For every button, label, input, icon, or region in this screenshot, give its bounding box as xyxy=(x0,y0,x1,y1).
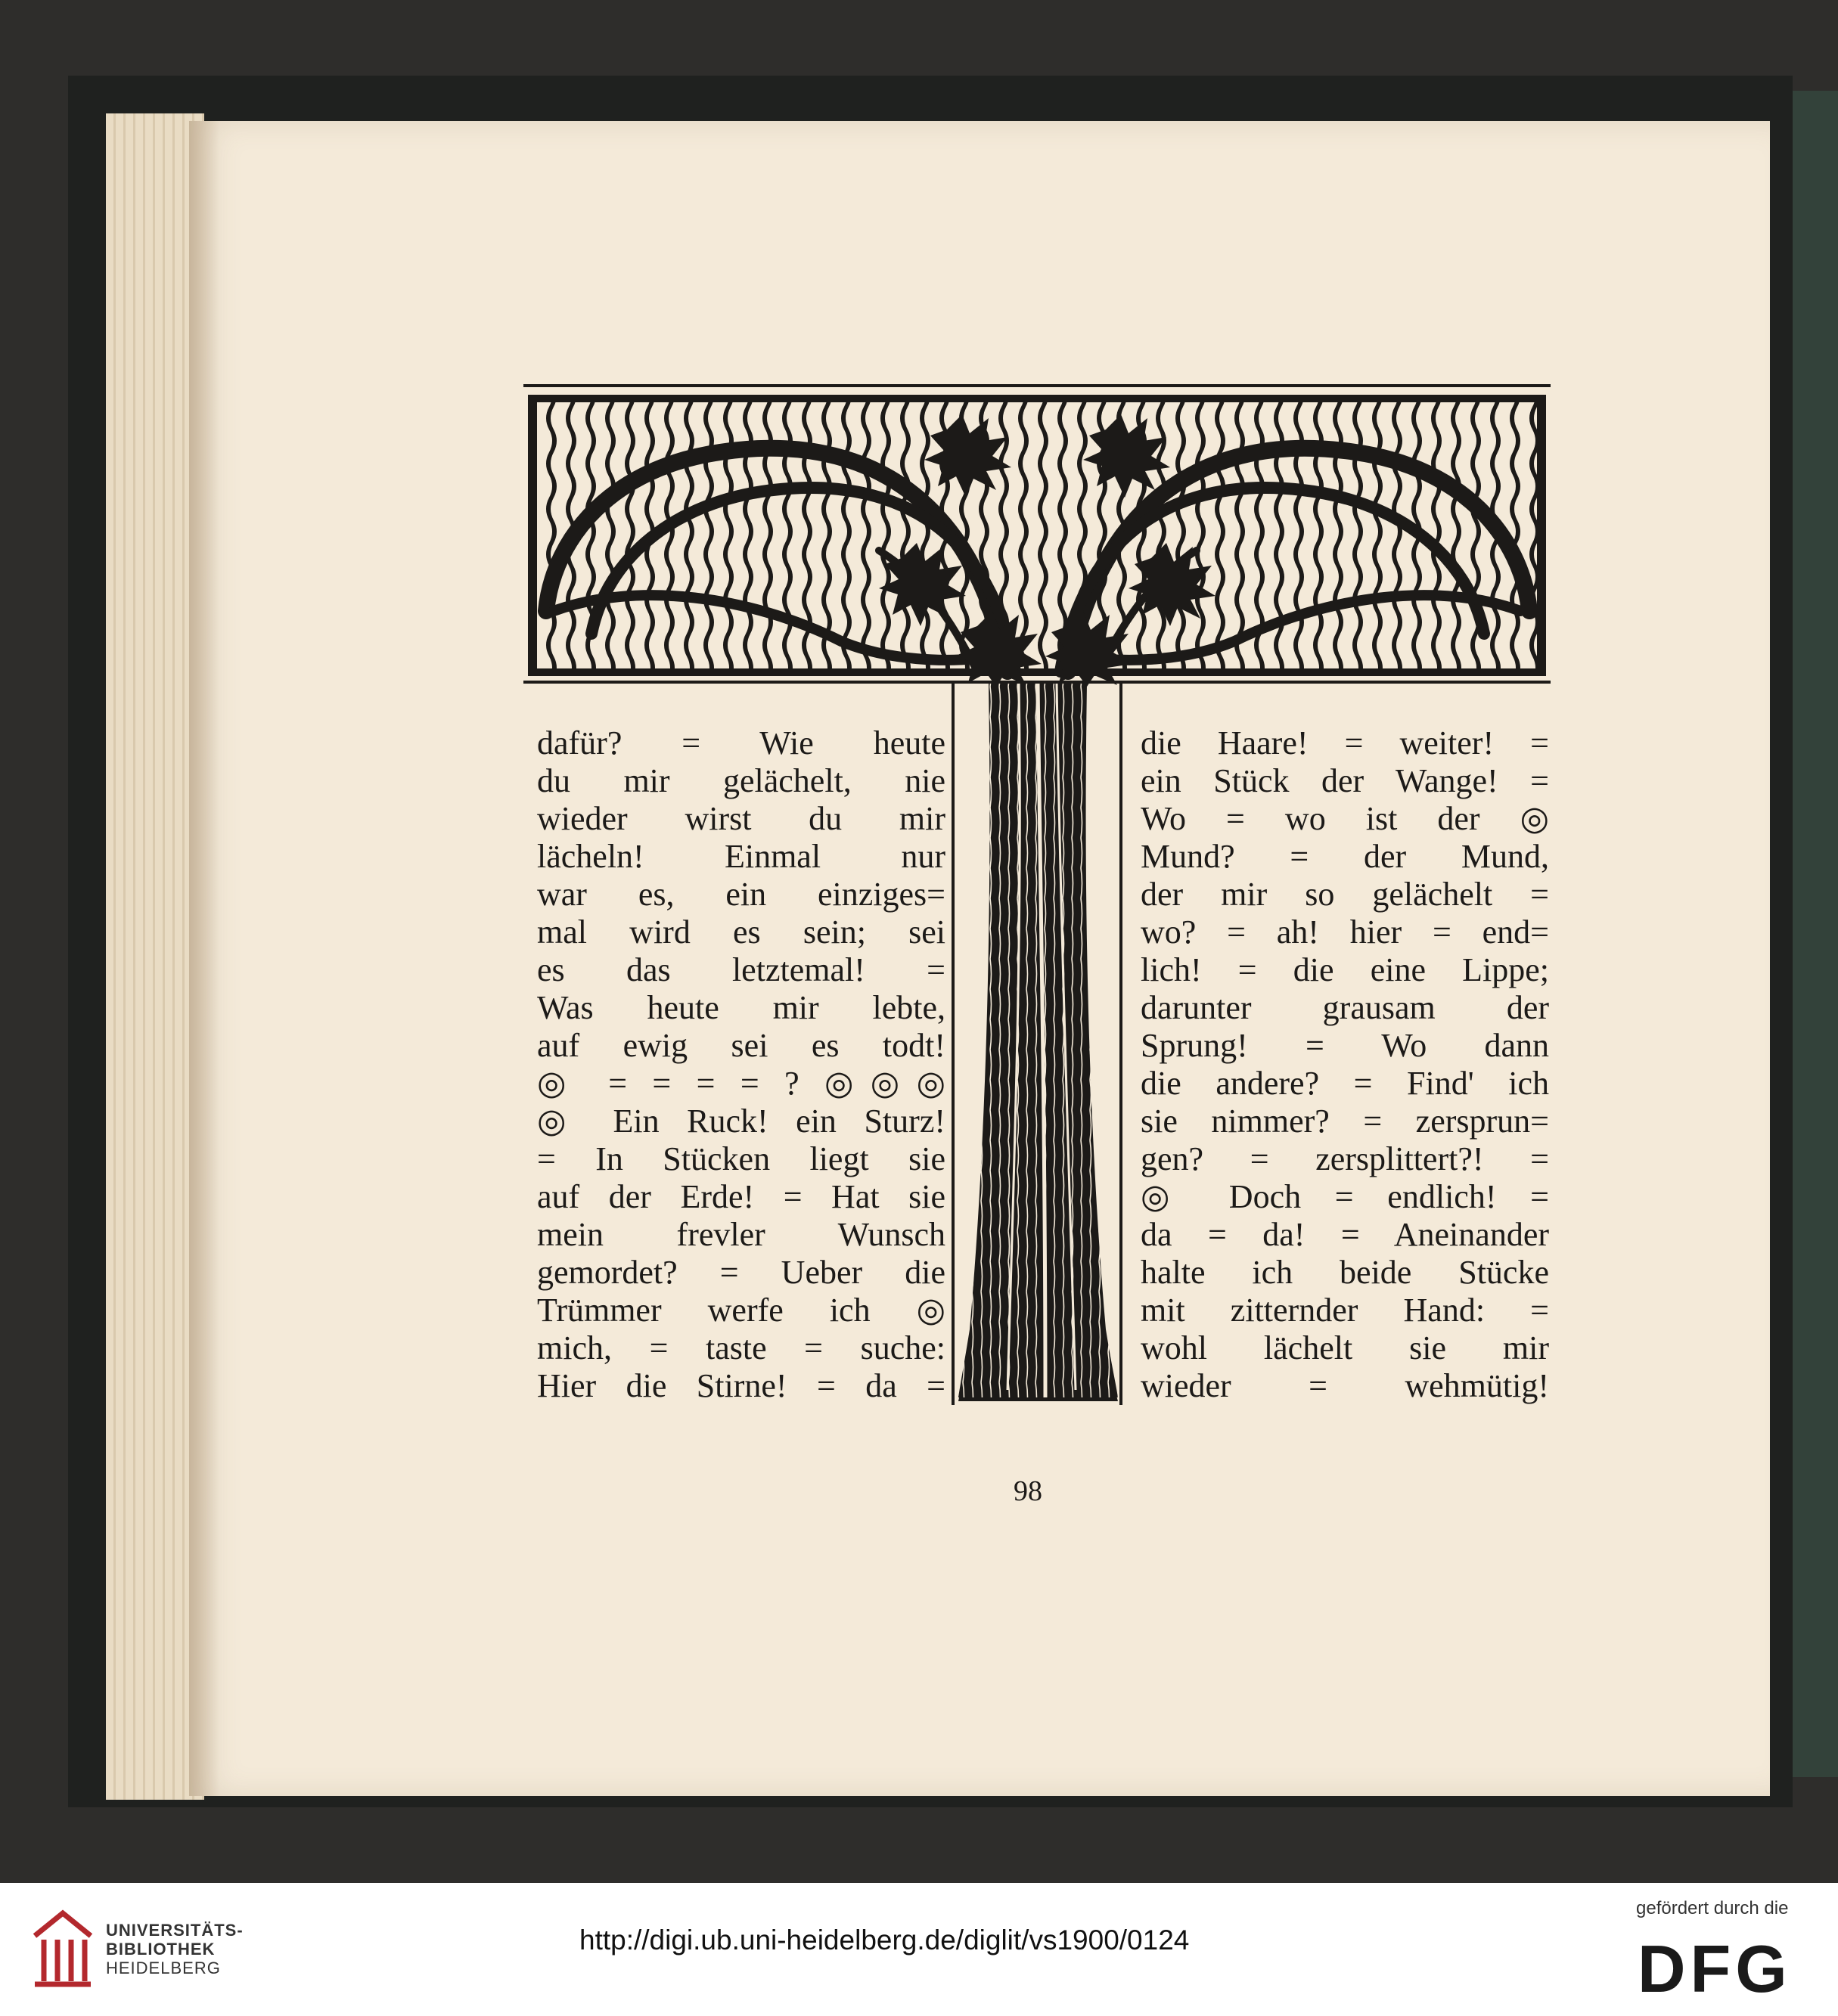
library-line-1: UNIVERSITÄTS- xyxy=(106,1921,244,1940)
text-line: Wo = wo ist der ◎ xyxy=(1141,800,1549,837)
text-line: wieder = wehmütig! xyxy=(1141,1367,1549,1404)
text-line: wo? = ah! hier = end= xyxy=(1141,913,1549,951)
text-line: du mir gelächelt, nie xyxy=(537,762,945,799)
text-line: da = da! = Aneinander xyxy=(1141,1216,1549,1253)
text-line: der mir so gelächelt = xyxy=(1141,876,1549,913)
text-line: die andere? = Find' ich xyxy=(1141,1065,1549,1102)
text-line: ◎ Ein Ruck! ein Sturz! xyxy=(537,1103,945,1140)
text-line: mein frevler Wunsch xyxy=(537,1216,945,1253)
text-line: mich, = taste = suche: xyxy=(537,1329,945,1366)
text-line: die Haare! = weiter! = xyxy=(1141,724,1549,761)
text-line: Was heute mir lebte, xyxy=(537,989,945,1026)
text-line: auf ewig sei es todt! xyxy=(537,1027,945,1064)
text-line: wieder wirst du mir xyxy=(537,800,945,837)
gutter-shadow xyxy=(189,121,219,1796)
ub-heidelberg-logo xyxy=(21,1906,104,1989)
dfg-logo: DFG xyxy=(1638,1931,1792,2006)
text-line: lich! = die eine Lippe; xyxy=(1141,951,1549,988)
text-line: Mund? = der Mund, xyxy=(1141,838,1549,875)
library-line-3: HEIDELBERG xyxy=(106,1959,221,1977)
text-line: = In Stücken liegt sie xyxy=(537,1140,945,1177)
text-line: ◎ Doch = endlich! = xyxy=(1141,1178,1549,1215)
text-line: darunter grausam der xyxy=(1141,989,1549,1026)
text-line: ein Stück der Wange! = xyxy=(1141,762,1549,799)
text-line: halte ich beide Stücke xyxy=(1141,1254,1549,1291)
text-line: Trümmer werfe ich ◎ xyxy=(537,1292,945,1329)
text-line: lächeln! Einmal nur xyxy=(537,838,945,875)
text-line: es das letztemal! = xyxy=(537,951,945,988)
library-name xyxy=(106,1921,244,1977)
text-line: Sprung! = Wo dann xyxy=(1141,1027,1549,1064)
text-line: sie nimmer? = zersprun= xyxy=(1141,1103,1549,1140)
text-line: ◎ = = = = ? ◎◎◎ xyxy=(537,1065,945,1102)
text-line: mal wird es sein; sei xyxy=(537,913,945,951)
text-column-right xyxy=(1141,724,1549,1405)
text-line: war es, ein einziges= xyxy=(537,876,945,913)
permalink-url[interactable]: http://digi.ub.uni-heidelberg.de/diglit/vs1900/0124 xyxy=(579,1925,1190,1956)
text-line: mit zitternder Hand: = xyxy=(1141,1292,1549,1329)
text-line: Hier die Stirne! = da = xyxy=(537,1367,945,1404)
funding-note: gefördert durch die xyxy=(1636,1898,1789,1918)
text-line: dafür? = Wie heute xyxy=(537,724,945,761)
text-column-left xyxy=(537,724,945,1405)
text-line: auf der Erde! = Hat sie xyxy=(537,1178,945,1215)
library-line-2: BIBLIOTHEK xyxy=(106,1940,216,1959)
text-line: gen? = zersplittert?! = xyxy=(1141,1140,1549,1177)
text-line: gemordet? = Ueber die xyxy=(537,1254,945,1291)
page-number: 98 xyxy=(1014,1475,1042,1507)
text-line: wohl lächelt sie mir xyxy=(1141,1329,1549,1366)
